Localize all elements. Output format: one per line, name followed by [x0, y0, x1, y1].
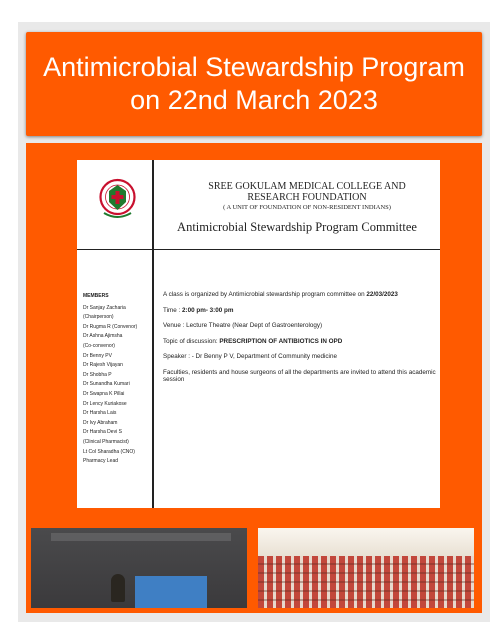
committee-title: Antimicrobial Stewardship Program Committee — [177, 220, 417, 234]
speaker-figure — [111, 574, 125, 602]
member-line: Pharmacy Lead — [83, 458, 119, 465]
event-poster — [77, 160, 440, 508]
event-intro — [163, 291, 437, 299]
page-title: Antimicrobial Stewardship Program on 22nd March 2023 — [43, 52, 465, 115]
members-list — [83, 292, 151, 467]
time-label: Time : — [163, 306, 183, 314]
time-value: 2:00 pm- 3:00 pm — [182, 306, 234, 314]
college-emblem-icon — [98, 175, 137, 225]
member-line: Dr Sunandha Kumari — [83, 381, 130, 388]
event-time — [163, 307, 437, 315]
topic-value: PRESCRIPTION OF ANTIBIOTICS IN OPD — [219, 337, 343, 345]
college-name-line3: ( A UNIT OF FOUNDATION OF NON-RESIDENT INDIANS) — [223, 204, 391, 211]
college-name-line2: RESEARCH FOUNDATION — [247, 192, 367, 203]
member-line: Dr Harsha Lais — [83, 410, 117, 417]
member-line: Lt Col Sharadha (CNO) — [83, 448, 135, 455]
poster-divider-vertical — [152, 160, 154, 508]
member-line: (Chairperson) — [83, 314, 114, 321]
member-line: Dr Shobha P — [83, 371, 112, 378]
title-banner — [26, 32, 482, 136]
ceiling-light — [51, 533, 231, 541]
event-invite: Faculties, residents and house surgeons of all the departments are invited to attend this academic session — [163, 368, 436, 383]
college-name — [177, 181, 437, 212]
member-line: Dr Rajesh Vijayan — [83, 362, 123, 369]
projection-screen — [135, 576, 207, 608]
auditorium-ceiling — [258, 528, 474, 556]
member-line: Dr Sanjay Zacharia — [83, 304, 126, 311]
event-details — [163, 291, 437, 392]
event-speaker: Speaker : - Dr Benny P V, Department of Community medicine — [163, 353, 337, 360]
member-line: Dr Benny PV — [83, 352, 112, 359]
seat-rows — [258, 556, 474, 608]
event-date: 22/03/2023 — [366, 291, 398, 298]
member-line: Dr Harsha Devi S — [83, 429, 122, 436]
event-topic — [163, 338, 437, 346]
member-line: Dr Swapna K Pillai — [83, 390, 125, 397]
lecture-photo — [31, 528, 247, 608]
member-line: Dr Rugma R (Convenor) — [83, 323, 138, 330]
members-heading: MEMBERS — [83, 293, 109, 299]
member-line: (Clinical Pharmacist) — [83, 438, 129, 445]
member-line: Dr Ashna Ajimsha — [83, 333, 123, 340]
auditorium-photo — [258, 528, 474, 608]
college-name-line1: SREE GOKULAM MEDICAL COLLEGE AND — [208, 181, 406, 192]
intro-text: A class is organized by Antimicrobial stewardship program committee on — [163, 291, 367, 298]
topic-label: Topic of discussion: — [163, 337, 220, 345]
member-line: (Co-convenor) — [83, 342, 115, 349]
event-venue: Venue : Lecture Theatre (Near Dept of Gastroenterology) — [163, 322, 323, 329]
member-line: Dr Lency Kuriakose — [83, 400, 127, 407]
poster-divider-horizontal — [77, 249, 440, 250]
member-line: Dr Ivy Abraham — [83, 419, 118, 426]
